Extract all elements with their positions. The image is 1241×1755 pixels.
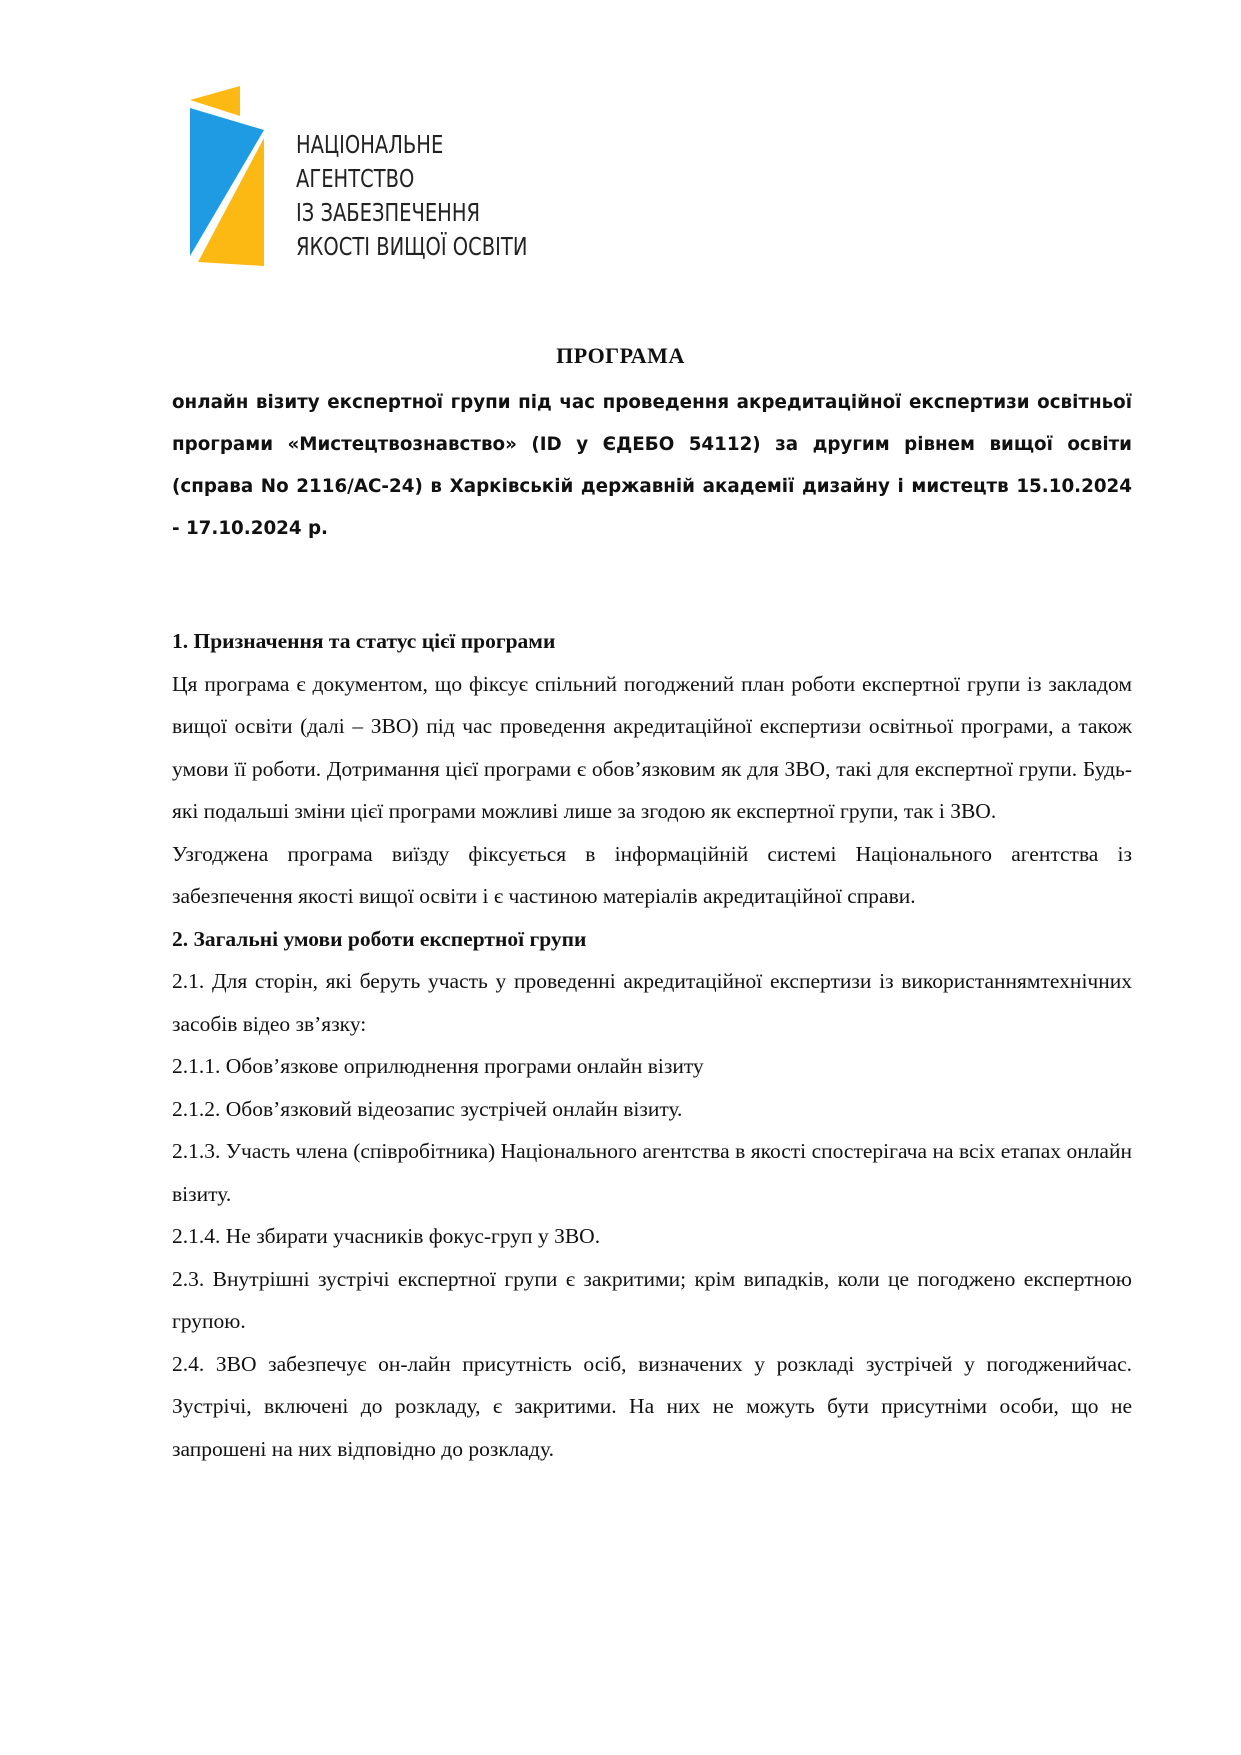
logo-emblem-icon <box>190 86 290 276</box>
list-item: 2.1. Для сторін, які беруть участь у проведенні акредитаційної експертизи із використаннямтехнічних засобів відео зв’язку: <box>172 969 1132 1036</box>
logo-line: ЯКОСТІ ВИЩОЇ ОСВІТИ <box>296 232 528 261</box>
list-item: 2.1.1. Обов’язкове оприлюднення програми онлайн візиту <box>172 1054 704 1078</box>
logo-line: ІЗ ЗАБЕЗПЕЧЕННЯ <box>296 198 481 227</box>
list-item: 2.1.4. Не збирати учасників фокус-груп у ЗВО. <box>172 1224 601 1248</box>
paragraph: Узгоджена програма виїзду фіксується в інформаційній системі Національного агентства із забезпечення якості вищої освіти і є частиною матеріалів акредитаційної справи. <box>172 841 1132 908</box>
section-heading: 2. Загальні умови роботи експертної групи <box>172 926 587 951</box>
logo-line: АГЕНТСТВО <box>296 164 415 193</box>
list-item: 2.3. Внутрішні зустрічі експертної групи є закритими; крім випадків, коли це погоджено експертною групою. <box>172 1266 1132 1333</box>
list-item: 2.1.3. Участь члена (співробітника) Національного агентства в якості спостерігача на всіх етапах онлайн візиту. <box>172 1139 1132 1206</box>
logo-line: НАЦІОНАЛЬНЕ <box>296 130 444 159</box>
agency-logo <box>190 86 590 276</box>
list-item: 2.4. ЗВО забезпечує он-лайн присутність осіб, визначених у розкладі зустрічей у погодженийчас. Зустрічі, включені до розкладу, є закритими. На них не можуть бути присутніми особи, що не запрошені на них відповідно до розкладу. <box>172 1351 1132 1461</box>
logo-wordmark <box>296 128 527 264</box>
section-heading: 1. Призначення та статус цієї програми <box>172 629 556 653</box>
paragraph: Ця програма є документом, що фіксує спільний погоджений план роботи експертної групи із закладом вищої освіти (далі – ЗВО) під час проведення акредитаційної експертизи освітньої програми, а також умови її роботи. Дотримання цієї програми є обов’язковим як для ЗВО, такі для експертної групи. Будь-які подальші зміни цієї програми можливі лише за згодою як експертної групи, так і ЗВО. <box>172 671 1132 823</box>
document-subtitle: онлайн візиту експертної групи під час проведення акредитаційної експертизи освітньої програми «Мистецтвознавство» (ID у ЄДЕБО 54112) за другим рівнем вищої освіти (справа No 2116/АС-24) в Харківській державній академії дизайну і мистецтв 15.10.2024 - 17.10.2024 р. <box>172 392 1132 539</box>
list-item: 2.1.2. Обов’язковий відеозапис зустрічей онлайн візиту. <box>172 1096 683 1121</box>
document-title: ПРОГРАМА <box>556 343 685 368</box>
document-body <box>172 620 1132 1470</box>
